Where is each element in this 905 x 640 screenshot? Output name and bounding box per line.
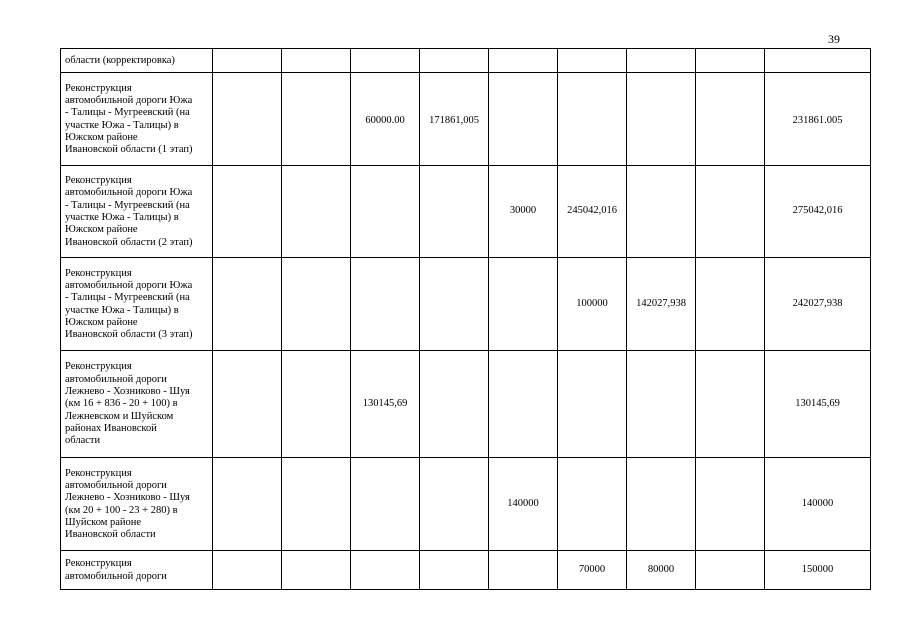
value-cell [351, 458, 420, 551]
object-name-line: автомобильной дороги Южа [65, 187, 193, 199]
object-name-line: районах Ивановской [65, 422, 157, 434]
object-name-line: Лежнево - Хозниково - Шуя [65, 492, 190, 504]
total-cell: 150000 [765, 551, 871, 590]
value-cell [420, 458, 489, 551]
value-cell [558, 351, 627, 458]
table-row [61, 73, 871, 166]
object-name-line: области [65, 435, 101, 447]
object-name-line: - Талицы - Мугреевский (на [65, 292, 190, 304]
value-cell [558, 49, 627, 73]
object-name-line: участке Южа - Талицы) в [65, 304, 179, 316]
value-cell [489, 49, 558, 73]
value-cell [489, 551, 558, 590]
object-name-line: Реконструкция [65, 558, 132, 570]
value-cell: 140000 [489, 458, 558, 551]
value-cell [282, 458, 351, 551]
object-name-line: Южском районе [65, 224, 138, 236]
object-name-line: Реконструкция [65, 361, 132, 373]
value-cell [213, 166, 282, 258]
object-name-line: Реконструкция [65, 267, 132, 279]
value-cell: 130145,69 [351, 351, 420, 458]
object-name-line: автомобильной дороги Южа [65, 94, 193, 106]
table-row [61, 49, 871, 73]
object-name-cell [61, 166, 213, 258]
value-cell [351, 49, 420, 73]
object-name-line: автомобильной дороги Южа [65, 279, 193, 291]
value-cell [696, 551, 765, 590]
value-cell [558, 458, 627, 551]
total-cell: 140000 [765, 458, 871, 551]
value-cell [213, 551, 282, 590]
value-cell [282, 351, 351, 458]
value-cell: 171861,005 [420, 73, 489, 166]
value-cell [282, 166, 351, 258]
value-cell [696, 351, 765, 458]
value-cell [696, 258, 765, 351]
value-cell [627, 351, 696, 458]
object-name-line: Реконструкция [65, 175, 132, 187]
value-cell [489, 73, 558, 166]
value-cell [696, 49, 765, 73]
object-name-cell [61, 551, 213, 590]
value-cell [420, 166, 489, 258]
object-name-line: Шуйском районе [65, 516, 142, 528]
value-cell [696, 73, 765, 166]
value-cell [213, 351, 282, 458]
value-cell [213, 49, 282, 73]
table-row [61, 458, 871, 551]
object-name-line: участке Южа - Талицы) в [65, 119, 179, 131]
value-cell [627, 166, 696, 258]
value-cell [282, 551, 351, 590]
object-name-line: Лежнево - Хозниково - Шуя [65, 386, 190, 398]
value-cell [282, 73, 351, 166]
value-cell: 245042,016 [558, 166, 627, 258]
object-name-line: Ивановской области (3 этап) [65, 329, 193, 341]
value-cell [420, 258, 489, 351]
object-name-cell [61, 458, 213, 551]
object-name-line: участке Южа - Талицы) в [65, 212, 179, 223]
value-cell [351, 258, 420, 351]
value-cell [420, 551, 489, 590]
object-name-line: - Талицы - Мугреевский (на [65, 107, 190, 119]
value-cell [696, 166, 765, 258]
value-cell [282, 49, 351, 73]
object-name-line: области (корректировка) [65, 54, 175, 66]
object-name-cell [61, 351, 213, 458]
object-name-cell [61, 258, 213, 351]
total-cell [765, 49, 871, 73]
object-name-line: Ивановской области (2 этап) [65, 236, 193, 248]
total-cell: 231861.005 [765, 73, 871, 166]
value-cell [282, 258, 351, 351]
object-name-line: - Талицы - Мугреевский (на [65, 199, 190, 211]
page-number: 39 [828, 32, 840, 46]
object-name-line: автомобильной дороги [65, 479, 167, 491]
value-cell [420, 49, 489, 73]
total-cell: 275042,016 [765, 166, 871, 258]
value-cell: 70000 [558, 551, 627, 590]
value-cell [351, 551, 420, 590]
total-cell: 130145,69 [765, 351, 871, 458]
object-name-cell [61, 73, 213, 166]
value-cell [420, 351, 489, 458]
object-name-line: автомобильной дороги [65, 570, 167, 582]
value-cell [351, 166, 420, 258]
value-cell: 80000 [627, 551, 696, 590]
value-cell: 100000 [558, 258, 627, 351]
value-cell [627, 73, 696, 166]
object-name-line: Ивановской области [65, 529, 156, 541]
value-cell: 30000 [489, 166, 558, 258]
value-cell [627, 458, 696, 551]
value-cell [558, 73, 627, 166]
value-cell [213, 73, 282, 166]
value-cell [696, 458, 765, 551]
object-name-line: Ивановской области (1 этап) [65, 144, 193, 156]
value-cell [213, 458, 282, 551]
total-cell: 242027,938 [765, 258, 871, 351]
object-name-cell [61, 49, 213, 73]
object-name-line: Южском районе [65, 316, 138, 328]
budget-table [60, 48, 871, 590]
table-row [61, 351, 871, 458]
table-row [61, 258, 871, 351]
value-cell: 60000.00 [351, 73, 420, 166]
value-cell [627, 49, 696, 73]
table-row [61, 551, 871, 590]
object-name-line: Лежневском и Шуйском [65, 410, 174, 422]
object-name-line: Реконструкция [65, 467, 132, 479]
object-name-line: (км 16 + 836 - 20 + 100) в [65, 398, 178, 410]
value-cell: 142027,938 [627, 258, 696, 351]
table-row [61, 166, 871, 258]
object-name-line: автомобильной дороги [65, 373, 167, 385]
value-cell [213, 258, 282, 351]
object-name-line: (км 20 + 100 - 23 + 280) в [65, 504, 178, 516]
value-cell [489, 258, 558, 351]
object-name-line: Южском районе [65, 131, 138, 143]
value-cell [489, 351, 558, 458]
object-name-line: Реконструкция [65, 82, 132, 94]
